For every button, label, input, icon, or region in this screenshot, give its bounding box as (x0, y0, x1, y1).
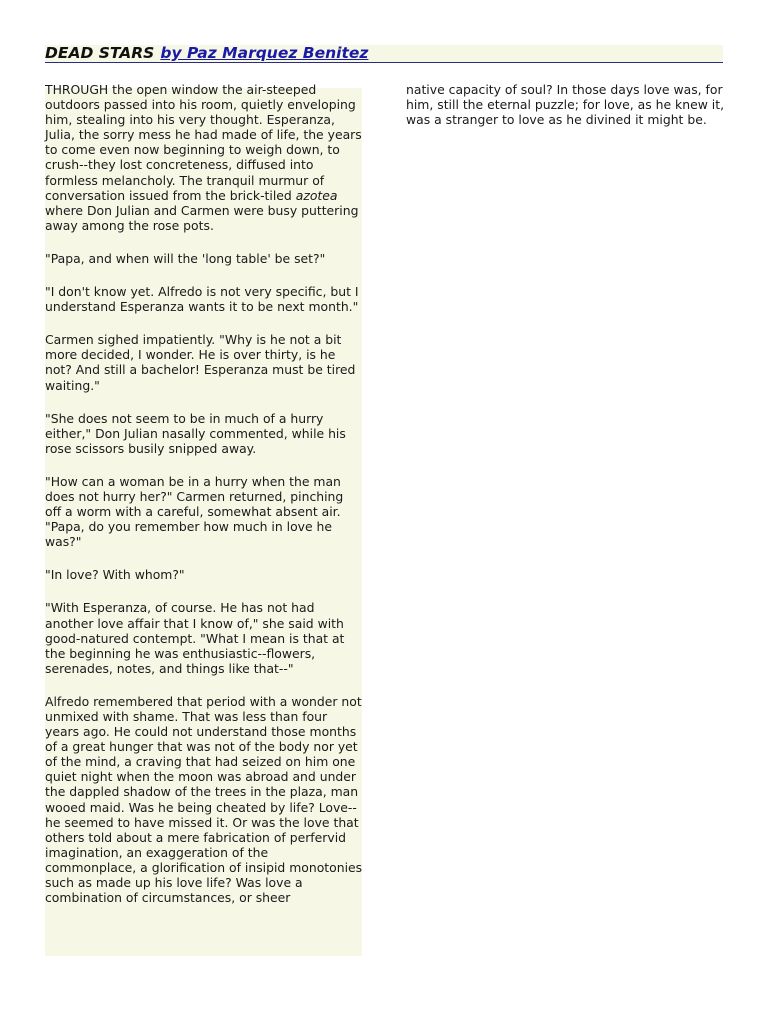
article-title-bar (45, 45, 723, 63)
right-text-column (406, 82, 724, 127)
paragraph-next-month: "I don't know yet. Alfredo is not very specific, but I understand Esperanza wants it to be next month." (45, 284, 359, 315)
paragraph-opening-tail: where Don Julian and Carmen were busy puttering away among the rose pots. (45, 202, 359, 233)
paragraph-carmen-returned: "How can a woman be in a hurry when the man does not hurry her?" Carmen returned, pinching off a worm with a careful, somewhat absent air. "Papa, do you remember how much in love he was?" (45, 473, 344, 550)
azotea-italic: azotea (295, 187, 338, 203)
paragraph-no-hurry: "She does not seem to be in much of a hurry either," Don Julian nasally commented, while his rose scissors busily snipped away. (45, 410, 346, 456)
paragraph-opening (45, 82, 363, 233)
paragraph-long-table-question: "Papa, and when will the 'long table' be set?" (45, 250, 326, 266)
paragraph-in-love-with-whom: "In love? With whom?" (45, 567, 185, 583)
left-text-column (45, 82, 363, 905)
author-byline-link[interactable]: by Paz Marquez Benitez (160, 44, 369, 62)
paragraph-carmen-sighed: Carmen sighed impatiently. "Why is he not a bit more decided, I wonder. He is over thirty, is he not? And still a bachelor! Esperanza must be tired waiting." (45, 332, 356, 393)
article-title: DEAD STARS (45, 44, 155, 62)
paragraph-opening-text: THROUGH the open window the air-steeped outdoors passed into his room, quietly enveloping him, stealing into his very thought. Esperanza, Julia, the sorry mess he had made of life, the years to come even now beginning to weigh down, to crush--they lost concreteness, diffused into formless melancholy. The tranquil murmur of conversation issued from the brick-tiled (45, 82, 362, 203)
paragraph-continuation: native capacity of soul? In those days love was, for him, still the eternal puzzle; for love, as he knew it, was a stranger to love as he divined it might be. (406, 82, 725, 128)
paragraph-with-esperanza: "With Esperanza, of course. He has not had another love affair that I know of," she said with good-natured contempt. "What I mean is that at the beginning he was enthusiastic--flowers, serenades, notes, and things like that--" (45, 600, 345, 676)
paragraph-alfredo-remembered: Alfredo remembered that period with a wonder not unmixed with shame. That was less than four years ago. He could not understand those months of a great hunger that was not of the body nor yet of the mind, a craving that had seized on him one quiet night when the moon was abroad and under the dappled shadow of the trees in the plaza, man wooed maid. Was he being cheated by life? Love-- he seemed to have missed it. Or was the love that others told about a mere fabrication of perfervid imagination, an exaggeration of the commonplace, a glorification of insipid monotonies such as made up his love life? Was love a combination of circumstances, or sheer (45, 693, 363, 906)
